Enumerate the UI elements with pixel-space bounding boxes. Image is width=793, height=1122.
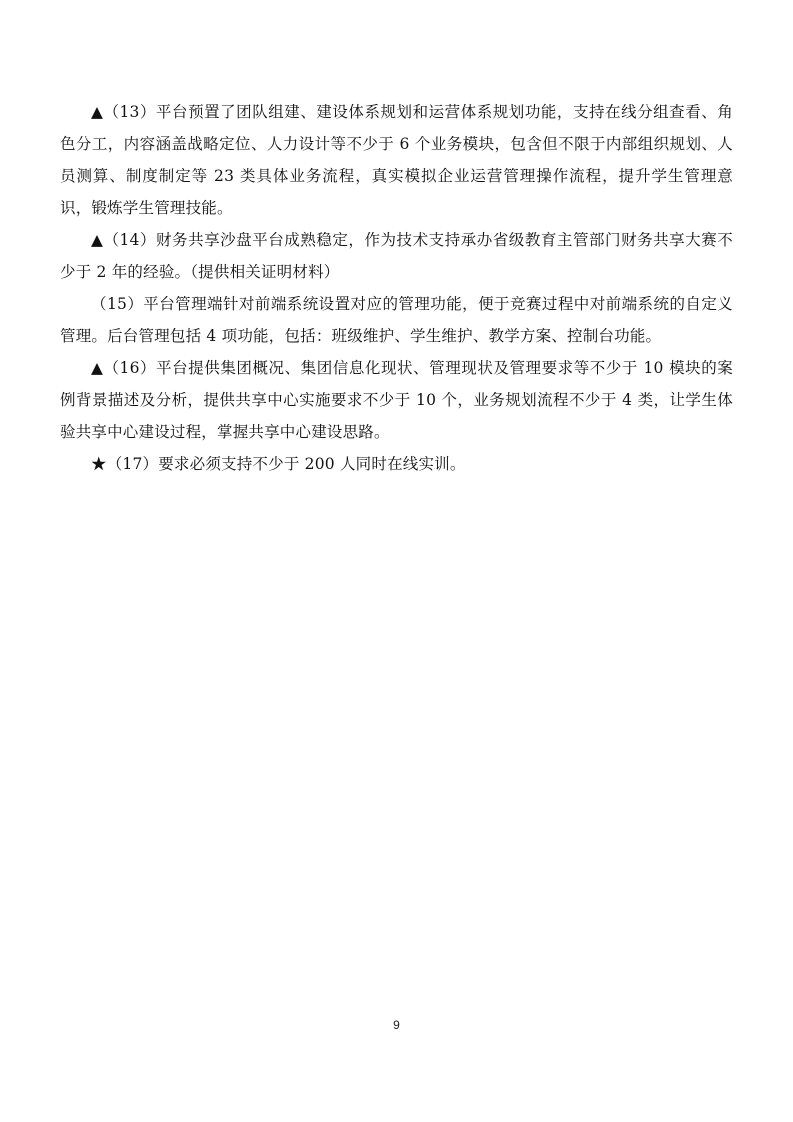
document-body	[60, 96, 733, 480]
paragraph-item-14: ▲（14）财务共享沙盘平台成熟稳定，作为技术支持承办省级教育主管部门财务共享大赛不少于 2 年的经验。（提供相关证明材料）	[60, 231, 733, 281]
paragraph-item-13: ▲（13）平台预置了团队组建、建设体系规划和运营体系规划功能，支持在线分组查看、角色分工，内容涵盖战略定位、人力设计等不少于 6 个业务模块，包含但不限于内部组织规划、人员测算、制度制定等 23 类具体业务流程，真实模拟企业运营管理操作流程，提升学生管理意识，锻炼学生管理技能。	[60, 103, 733, 217]
paragraph-item-16: ▲（16）平台提供集团概况、集团信息化现状、管理现状及管理要求等不少于 10 模块的案例背景描述及分析，提供共享中心实施要求不少于 10 个，业务规划流程不少于 4 类，让学生体验共享中心建设过程，掌握共享中心建设思路。	[60, 359, 733, 441]
paragraph-item-17: ★（17）要求必须支持不少于 200 人同时在线实训。	[91, 455, 466, 473]
paragraph-item-15: （15）平台管理端针对前端系统设置对应的管理功能，便于竞赛过程中对前端系统的自定义管理。后台管理包括 4 项功能，包括：班级维护、学生维护、教学方案、控制台功能。	[60, 295, 733, 345]
page-number: 9	[393, 1018, 400, 1032]
